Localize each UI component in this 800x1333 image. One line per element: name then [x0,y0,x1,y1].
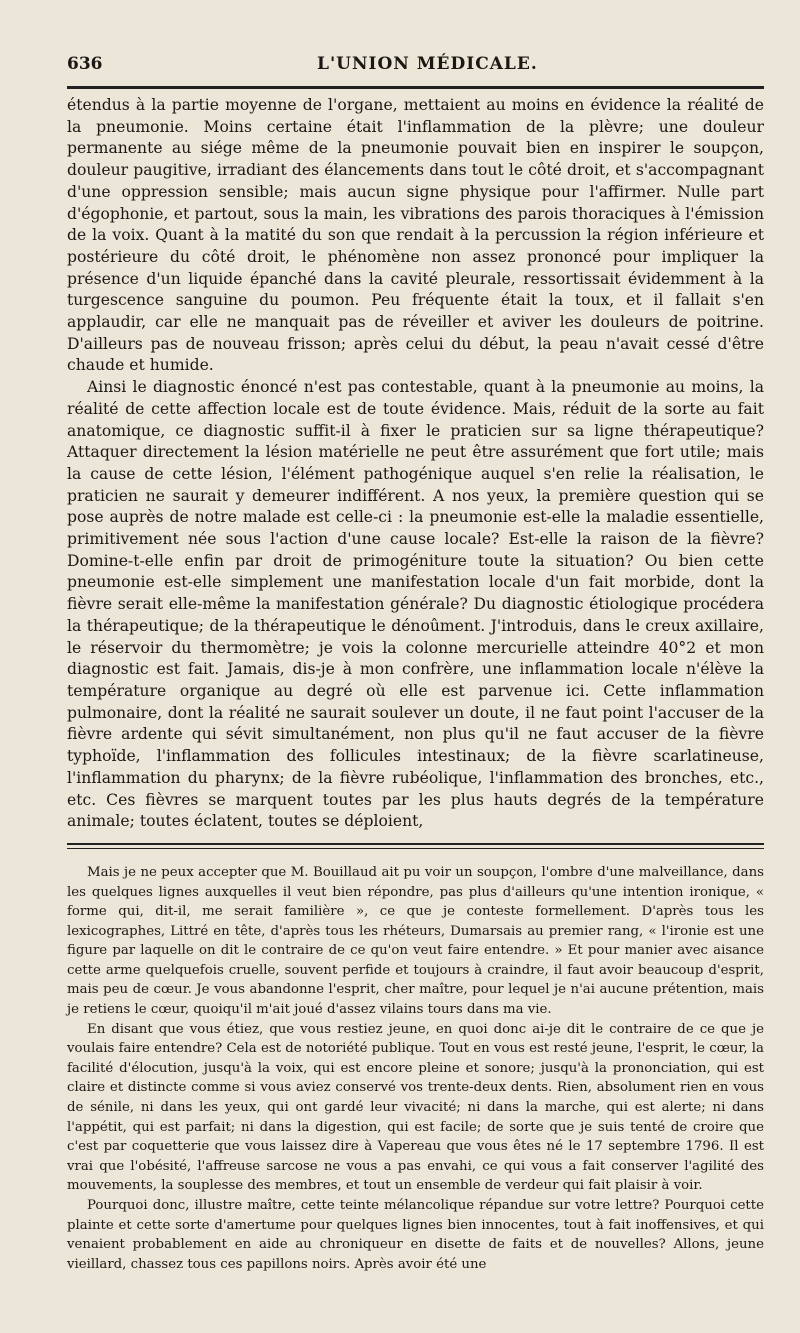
body-paragraph: étendus à la partie moyenne de l'organe, mettaient au moins en évidence la réalité de la pneumonie. Moins certaine était l'inflammation de la plèvre; une douleur permanente au siége même de la pneumonie pouvait bien en inspirer le soupçon, douleur paugitive, irradiant des élancements dans tout le côté droit, et s'accompagnant d'une oppression sensible; mais aucun signe physique pour l'affirmer. Nulle part d'égophonie, et partout, sous la main, les vibrations des parois thoraciques à l'émission de la voix. Quant à la matité du son que rendait à la percussion la région inférieure et postérieure du côté droit, le phénomène non assez prononcé pour impliquer la présence d'un liquide épanché dans la cavité pleurale, ressortissait évidemment à la turgescence sanguine du poumon. Peu fréquente était la toux, et il fallait s'en applaudir, car elle ne manquait pas de réveiller et aviver les douleurs de poitrine. D'ailleurs pas de nouveau frisson; après celui du début, la peau n'avait cessé d'être chaude et humide. [67,96,764,375]
body-paragraph: Ainsi le diagnostic énoncé n'est pas contestable, quant à la pneumonie au moins, la réalité de cette affection locale est de toute évidence. Mais, réduit de la sorte au fait anatomique, ce diagnostic suffit-il à fixer le praticien sur sa ligne thérapeutique? Attaquer directement la lésion matérielle ne peut être assurément que fort utile; mais la cause de cette lésion, l'élément pathogénique auquel s'en relie la réalisation, le praticien ne saurait y demeurer indifférent. A nos yeux, la première question qui se pose auprès de notre malade est celle-ci : la pneumonie est-elle la maladie essentielle, primitivement née sous l'action d'une cause locale? Est-elle la raison de la fièvre? Domine-t-elle enfin par droit de primogéniture toute la situation? Ou bien cette pneumonie est-elle simplement une manifestation locale d'un fait morbide, dont la fièvre serait elle-même la manifestation générale? Du diagnostic étiologique procédera la thérapeutique; de la thérapeutique le dénoûment. J'introduis, dans le creux axillaire, le réservoir du thermomètre; je vois la colonne mercurielle atteindre 40°2 et mon diagnostic est fait. Jamais, dis-je à mon confrère, une inflammation locale n'élève la température organique au degré où elle est parvenue ici. Cette inflammation pulmonaire, dont la réalité ne saurait soulever un doute, il ne faut point l'accuser de la fièvre ardente qui sévit simultanément, non plus qu'il ne faut accuser de la fièvre typhoïde, l'inflammation des follicules intestinaux; de la fièvre scarlatineuse, l'inflammation du pharynx; de la fièvre rubéolique, l'inflammation des bronches, etc., etc. Ces fièvres se marquent toutes par les plus hauts degrés de la température animale; toutes éclatent, toutes se déploient, [67,378,764,831]
footnote [67,863,764,1274]
footnote-paragraph: En disant que vous étiez, que vous restiez jeune, en quoi donc ai-je dit le contraire de ce que je voulais faire entendre? Cela est de notoriété publique. Tout en vous est resté jeune, l'esprit, le cœur, la facilité d'élocution, jusqu'à la voix, qui est encore pleine et sonore; jusqu'à la prononciation, qui est claire et distincte comme si vous aviez conservé vos trente-deux dents. Rien, absolument rien en vous de sénile, ni dans les yeux, qui ont gardé leur vivacité; ni dans la marche, qui est alerte; ni dans l'appétit, qui est parfait; ni dans la digestion, qui est facile; de sorte que je suis tenté de croire que c'est par coquetterie que vous laissez dire à Vapereau que vous êtes né le 17 septembre 1796. Il est vrai que l'obésité, l'affreuse sarcose ne vous a pas envahi, ce qui vous a fait conserver l'agilité des mouvements, la souplesse des membres, et tout un ensemble de verdeur qui fait plaisir à voir. [67,1021,764,1194]
page-number: 636 [67,54,103,74]
main-text [67,95,764,833]
footnote-separator [67,843,764,849]
running-title: L'UNION MÉDICALE. [317,54,538,74]
header-rule [67,86,764,89]
page-header [67,54,764,80]
footnote-paragraph: Mais je ne peux accepter que M. Bouillaud ait pu voir un soupçon, l'ombre d'une malveillance, dans les quelques lignes auxquelles il veut bien répondre, pas plus d'ailleurs qu'une intention ironique, « forme qui, dit-il, me serait familière », ce que je conteste formellement. D'après tous les lexicographes, Littré en tête, d'après tous les rhéteurs, Dumarsais au premier rang, « l'ironie est une figure par laquelle on dit le contraire de ce qu'on veut faire entendre. » Et pour manier avec aisance cette arme quelquefois cruelle, souvent perfide et toujours à craindre, il faut avoir beaucoup d'esprit, mais peu de cœur. Je vous abandonne l'esprit, cher maître, pour lequel je n'ai aucune prétention, mais je retiens le cœur, quoiqu'il m'ait joué d'assez vilains tours dans ma vie. [67,864,764,1018]
footnote-paragraph: Pourquoi donc, illustre maître, cette teinte mélancolique répandue sur votre lettre? Pourquoi cette plainte et cette sorte d'amertume pour quelques lignes bien innocentes, tout à fait inoffensives, et qui venaient probablement en aide au chroniqueur en disette de faits et de nouvelles? Allons, jeune vieillard, chassez tous ces papillons noirs. Après avoir été une [67,1198,764,1272]
